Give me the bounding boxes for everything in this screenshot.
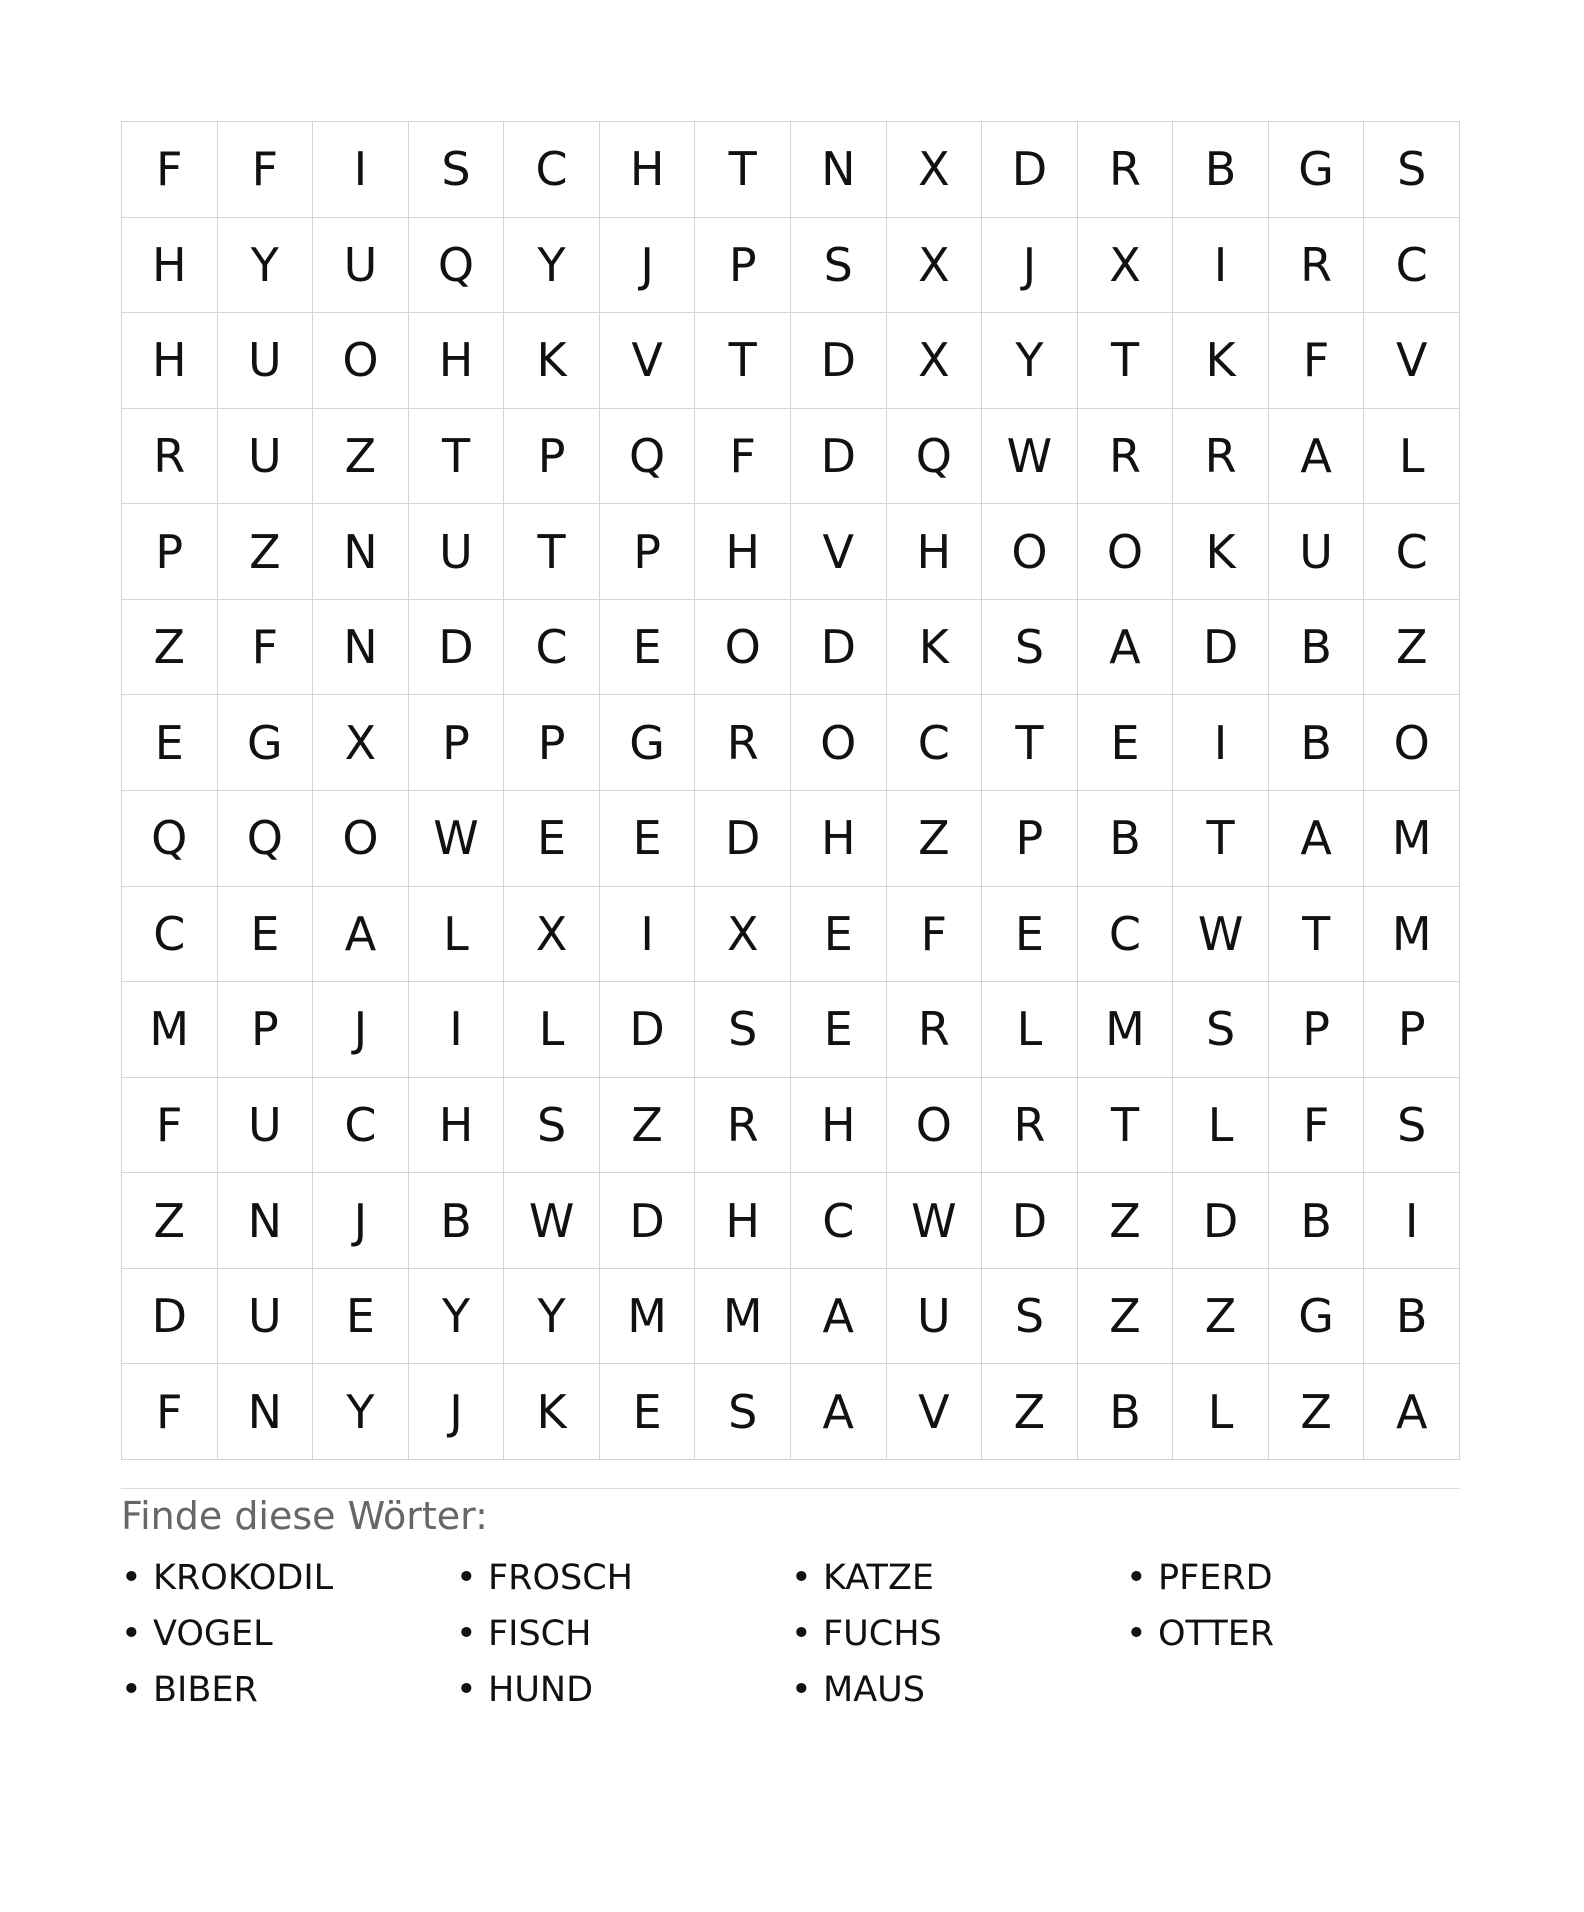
grid-cell[interactable]: F: [122, 122, 218, 218]
bullet-icon: •: [456, 1558, 477, 1598]
grid-cell[interactable]: Q: [122, 791, 218, 887]
grid-cell[interactable]: R: [1269, 218, 1365, 314]
grid-cell[interactable]: F: [218, 122, 314, 218]
word-label: FISCH: [488, 1614, 592, 1654]
grid-cell[interactable]: W: [1173, 887, 1269, 983]
bullet-icon: •: [791, 1558, 812, 1598]
grid-cell[interactable]: K: [504, 313, 600, 409]
grid-cell[interactable]: A: [1269, 791, 1365, 887]
grid-cell[interactable]: F: [218, 600, 314, 696]
grid-cell[interactable]: E: [791, 887, 887, 983]
grid-cell[interactable]: S: [695, 982, 791, 1078]
word-label: OTTER: [1158, 1614, 1275, 1654]
grid-cell[interactable]: P: [504, 409, 600, 505]
grid-cell[interactable]: D: [1173, 600, 1269, 696]
bullet-icon: •: [791, 1614, 812, 1654]
grid-cell[interactable]: X: [1078, 218, 1174, 314]
grid-cell[interactable]: D: [982, 1173, 1078, 1269]
grid-cell[interactable]: O: [1364, 695, 1460, 791]
grid-cell[interactable]: A: [1078, 600, 1174, 696]
grid-cell[interactable]: Q: [887, 409, 983, 505]
grid-cell[interactable]: Z: [122, 1173, 218, 1269]
grid-cell[interactable]: G: [1269, 122, 1365, 218]
grid-cell[interactable]: P: [504, 695, 600, 791]
grid-cell[interactable]: N: [313, 600, 409, 696]
grid-cell[interactable]: C: [313, 1078, 409, 1174]
grid-cell[interactable]: D: [791, 600, 887, 696]
grid-cell[interactable]: D: [600, 982, 696, 1078]
bullet-icon: •: [791, 1670, 812, 1710]
grid-cell[interactable]: K: [887, 600, 983, 696]
grid-cell[interactable]: W: [982, 409, 1078, 505]
word-list-item: [791, 1606, 1126, 1662]
grid-cell[interactable]: C: [122, 887, 218, 983]
grid-cell[interactable]: F: [122, 1078, 218, 1174]
grid-cell[interactable]: I: [313, 122, 409, 218]
grid-cell[interactable]: B: [1269, 695, 1365, 791]
grid-cell[interactable]: K: [1173, 313, 1269, 409]
grid-cell[interactable]: Z: [1173, 1269, 1269, 1365]
grid-cell[interactable]: Q: [600, 409, 696, 505]
word-label: BIBER: [153, 1670, 258, 1710]
grid-cell[interactable]: D: [695, 791, 791, 887]
word-label: VOGEL: [153, 1614, 273, 1654]
grid-cell[interactable]: M: [600, 1269, 696, 1365]
grid-cell[interactable]: I: [1173, 218, 1269, 314]
grid-cell[interactable]: R: [1078, 409, 1174, 505]
grid-cell[interactable]: T: [695, 313, 791, 409]
grid-cell[interactable]: O: [982, 504, 1078, 600]
grid-cell[interactable]: S: [982, 1269, 1078, 1365]
grid-cell[interactable]: U: [218, 313, 314, 409]
word-list-item: [121, 1606, 456, 1662]
letter-grid: [121, 121, 1460, 1460]
grid-cell[interactable]: Z: [600, 1078, 696, 1174]
grid-cell[interactable]: S: [504, 1078, 600, 1174]
word-label: PFERD: [1158, 1558, 1273, 1598]
grid-cell[interactable]: U: [409, 504, 505, 600]
word-list-heading: Finde diese Wörter:: [121, 1494, 488, 1538]
grid-cell[interactable]: A: [1269, 409, 1365, 505]
grid-cell[interactable]: D: [1173, 1173, 1269, 1269]
grid-cell[interactable]: C: [1078, 887, 1174, 983]
grid-cell[interactable]: Y: [409, 1269, 505, 1365]
word-list-item: [791, 1550, 1126, 1606]
grid-cell[interactable]: T: [1078, 1078, 1174, 1174]
grid-cell[interactable]: E: [122, 695, 218, 791]
grid-cell[interactable]: T: [1269, 887, 1365, 983]
grid-cell[interactable]: D: [982, 122, 1078, 218]
word-list-item: [1126, 1550, 1461, 1606]
grid-cell[interactable]: J: [982, 218, 1078, 314]
grid-cell[interactable]: E: [504, 791, 600, 887]
grid-cell[interactable]: E: [1078, 695, 1174, 791]
grid-cell[interactable]: Z: [1364, 600, 1460, 696]
grid-cell[interactable]: K: [1173, 504, 1269, 600]
grid-cell[interactable]: H: [695, 1173, 791, 1269]
grid-cell[interactable]: G: [1269, 1269, 1365, 1365]
grid-cell[interactable]: H: [695, 504, 791, 600]
grid-cell[interactable]: Z: [1078, 1269, 1174, 1365]
grid-cell[interactable]: Z: [218, 504, 314, 600]
grid-cell[interactable]: Z: [1269, 1364, 1365, 1460]
grid-cell[interactable]: R: [887, 982, 983, 1078]
grid-cell[interactable]: G: [218, 695, 314, 791]
grid-cell[interactable]: T: [1173, 791, 1269, 887]
grid-cell[interactable]: M: [1364, 791, 1460, 887]
grid-cell[interactable]: X: [504, 887, 600, 983]
grid-cell[interactable]: Z: [887, 791, 983, 887]
grid-cell[interactable]: M: [122, 982, 218, 1078]
grid-cell[interactable]: R: [122, 409, 218, 505]
grid-cell[interactable]: V: [887, 1364, 983, 1460]
grid-cell[interactable]: V: [791, 504, 887, 600]
grid-cell[interactable]: O: [695, 600, 791, 696]
grid-cell[interactable]: A: [313, 887, 409, 983]
grid-cell[interactable]: G: [600, 695, 696, 791]
grid-cell[interactable]: B: [1364, 1269, 1460, 1365]
grid-cell[interactable]: A: [1364, 1364, 1460, 1460]
divider: [121, 1488, 1460, 1489]
grid-cell[interactable]: E: [791, 982, 887, 1078]
grid-cell[interactable]: W: [504, 1173, 600, 1269]
grid-cell[interactable]: Z: [982, 1364, 1078, 1460]
grid-cell[interactable]: X: [887, 313, 983, 409]
grid-cell[interactable]: E: [313, 1269, 409, 1365]
word-label: FROSCH: [488, 1558, 633, 1598]
grid-cell[interactable]: R: [695, 695, 791, 791]
grid-cell[interactable]: X: [887, 122, 983, 218]
grid-cell[interactable]: C: [887, 695, 983, 791]
grid-cell[interactable]: H: [122, 313, 218, 409]
grid-cell[interactable]: L: [504, 982, 600, 1078]
grid-cell[interactable]: H: [122, 218, 218, 314]
grid-cell[interactable]: F: [1269, 1078, 1365, 1174]
grid-cell[interactable]: I: [1364, 1173, 1460, 1269]
grid-cell[interactable]: N: [791, 122, 887, 218]
grid-cell[interactable]: D: [409, 600, 505, 696]
grid-cell[interactable]: N: [218, 1364, 314, 1460]
word-label: KROKODIL: [153, 1558, 334, 1598]
grid-cell[interactable]: B: [1078, 791, 1174, 887]
grid-cell[interactable]: R: [695, 1078, 791, 1174]
grid-cell[interactable]: F: [122, 1364, 218, 1460]
grid-cell[interactable]: T: [982, 695, 1078, 791]
grid-cell[interactable]: C: [504, 122, 600, 218]
grid-cell[interactable]: H: [791, 1078, 887, 1174]
grid-cell[interactable]: A: [791, 1364, 887, 1460]
grid-cell[interactable]: T: [1078, 313, 1174, 409]
grid-cell[interactable]: P: [695, 218, 791, 314]
grid-cell[interactable]: L: [1364, 409, 1460, 505]
grid-cell[interactable]: P: [1269, 982, 1365, 1078]
grid-cell[interactable]: P: [122, 504, 218, 600]
word-list: [121, 1550, 1460, 1718]
grid-cell[interactable]: X: [887, 218, 983, 314]
grid-cell[interactable]: Q: [218, 791, 314, 887]
grid-cell[interactable]: O: [1078, 504, 1174, 600]
word-label: FUCHS: [823, 1614, 942, 1654]
word-label: MAUS: [823, 1670, 925, 1710]
grid-cell[interactable]: T: [409, 409, 505, 505]
grid-cell[interactable]: V: [1364, 313, 1460, 409]
grid-cell[interactable]: S: [1364, 1078, 1460, 1174]
grid-cell[interactable]: H: [887, 504, 983, 600]
grid-cell[interactable]: Y: [504, 1269, 600, 1365]
grid-cell[interactable]: D: [600, 1173, 696, 1269]
grid-cell[interactable]: U: [1269, 504, 1365, 600]
grid-cell[interactable]: R: [982, 1078, 1078, 1174]
grid-cell[interactable]: Z: [122, 600, 218, 696]
grid-cell[interactable]: J: [313, 1173, 409, 1269]
grid-cell[interactable]: V: [600, 313, 696, 409]
grid-cell[interactable]: U: [218, 1269, 314, 1365]
grid-cell[interactable]: E: [982, 887, 1078, 983]
grid-cell[interactable]: S: [982, 600, 1078, 696]
bullet-icon: •: [456, 1670, 477, 1710]
grid-cell[interactable]: F: [1269, 313, 1365, 409]
grid-cell[interactable]: D: [791, 313, 887, 409]
word-list-item: [456, 1606, 791, 1662]
grid-cell[interactable]: X: [695, 887, 791, 983]
word-list-item: [121, 1662, 456, 1718]
grid-cell[interactable]: U: [313, 218, 409, 314]
grid-cell[interactable]: D: [122, 1269, 218, 1365]
grid-cell[interactable]: A: [791, 1269, 887, 1365]
grid-cell[interactable]: J: [409, 1364, 505, 1460]
bullet-icon: •: [121, 1614, 142, 1654]
bullet-icon: •: [121, 1558, 142, 1598]
grid-cell[interactable]: N: [218, 1173, 314, 1269]
grid-cell[interactable]: O: [313, 791, 409, 887]
grid-cell[interactable]: U: [218, 1078, 314, 1174]
grid-cell[interactable]: P: [600, 504, 696, 600]
grid-cell[interactable]: T: [695, 122, 791, 218]
bullet-icon: •: [1126, 1558, 1147, 1598]
grid-cell[interactable]: I: [1173, 695, 1269, 791]
grid-cell[interactable]: W: [887, 1173, 983, 1269]
grid-cell[interactable]: S: [409, 122, 505, 218]
grid-cell[interactable]: L: [409, 887, 505, 983]
grid-cell[interactable]: O: [887, 1078, 983, 1174]
grid-cell[interactable]: W: [409, 791, 505, 887]
grid-cell[interactable]: S: [1364, 122, 1460, 218]
grid-cell[interactable]: X: [313, 695, 409, 791]
grid-cell[interactable]: S: [791, 218, 887, 314]
grid-cell[interactable]: Y: [218, 218, 314, 314]
grid-cell[interactable]: P: [982, 791, 1078, 887]
grid-cell[interactable]: D: [791, 409, 887, 505]
grid-cell[interactable]: R: [1078, 122, 1174, 218]
grid-cell[interactable]: Y: [504, 218, 600, 314]
grid-cell[interactable]: E: [600, 1364, 696, 1460]
grid-cell[interactable]: M: [1078, 982, 1174, 1078]
grid-cell[interactable]: C: [504, 600, 600, 696]
grid-cell[interactable]: C: [1364, 504, 1460, 600]
grid-cell[interactable]: K: [504, 1364, 600, 1460]
word-list-item: [1126, 1606, 1461, 1662]
grid-cell[interactable]: C: [1364, 218, 1460, 314]
grid-cell[interactable]: E: [600, 791, 696, 887]
grid-cell[interactable]: M: [1364, 887, 1460, 983]
grid-cell[interactable]: E: [218, 887, 314, 983]
grid-cell[interactable]: L: [1173, 1078, 1269, 1174]
grid-cell[interactable]: Q: [409, 218, 505, 314]
word-label: KATZE: [823, 1558, 935, 1598]
word-list-item: [121, 1550, 456, 1606]
grid-cell[interactable]: Y: [982, 313, 1078, 409]
grid-cell[interactable]: Y: [313, 1364, 409, 1460]
bullet-icon: •: [456, 1614, 477, 1654]
grid-cell[interactable]: N: [313, 504, 409, 600]
grid-cell[interactable]: I: [409, 982, 505, 1078]
word-list-item: [791, 1662, 1126, 1718]
grid-cell[interactable]: H: [409, 1078, 505, 1174]
grid-cell[interactable]: E: [600, 600, 696, 696]
grid-cell[interactable]: H: [600, 122, 696, 218]
grid-cell[interactable]: O: [791, 695, 887, 791]
grid-cell[interactable]: T: [504, 504, 600, 600]
word-label: HUND: [488, 1670, 594, 1710]
grid-cell[interactable]: B: [1269, 600, 1365, 696]
bullet-icon: •: [121, 1670, 142, 1710]
grid-cell[interactable]: O: [313, 313, 409, 409]
grid-cell[interactable]: B: [409, 1173, 505, 1269]
grid-cell[interactable]: Z: [313, 409, 409, 505]
word-list-item: [456, 1550, 791, 1606]
grid-cell[interactable]: B: [1078, 1364, 1174, 1460]
grid-cell[interactable]: P: [409, 695, 505, 791]
grid-cell[interactable]: R: [1173, 409, 1269, 505]
grid-cell[interactable]: H: [791, 791, 887, 887]
grid-cell[interactable]: H: [409, 313, 505, 409]
grid-cell[interactable]: M: [695, 1269, 791, 1365]
grid-cell[interactable]: P: [218, 982, 314, 1078]
grid-cell[interactable]: I: [600, 887, 696, 983]
grid-cell[interactable]: P: [1364, 982, 1460, 1078]
grid-cell[interactable]: U: [887, 1269, 983, 1365]
grid-cell[interactable]: J: [600, 218, 696, 314]
grid-cell[interactable]: S: [695, 1364, 791, 1460]
grid-cell[interactable]: J: [313, 982, 409, 1078]
grid-cell[interactable]: L: [1173, 1364, 1269, 1460]
grid-cell[interactable]: S: [1173, 982, 1269, 1078]
grid-cell[interactable]: Z: [1078, 1173, 1174, 1269]
grid-cell[interactable]: U: [218, 409, 314, 505]
bullet-icon: •: [1126, 1614, 1147, 1654]
grid-cell[interactable]: C: [791, 1173, 887, 1269]
grid-cell[interactable]: B: [1173, 122, 1269, 218]
word-list-item: [456, 1662, 791, 1718]
grid-cell[interactable]: F: [695, 409, 791, 505]
grid-cell[interactable]: B: [1269, 1173, 1365, 1269]
grid-cell[interactable]: L: [982, 982, 1078, 1078]
grid-cell[interactable]: F: [887, 887, 983, 983]
